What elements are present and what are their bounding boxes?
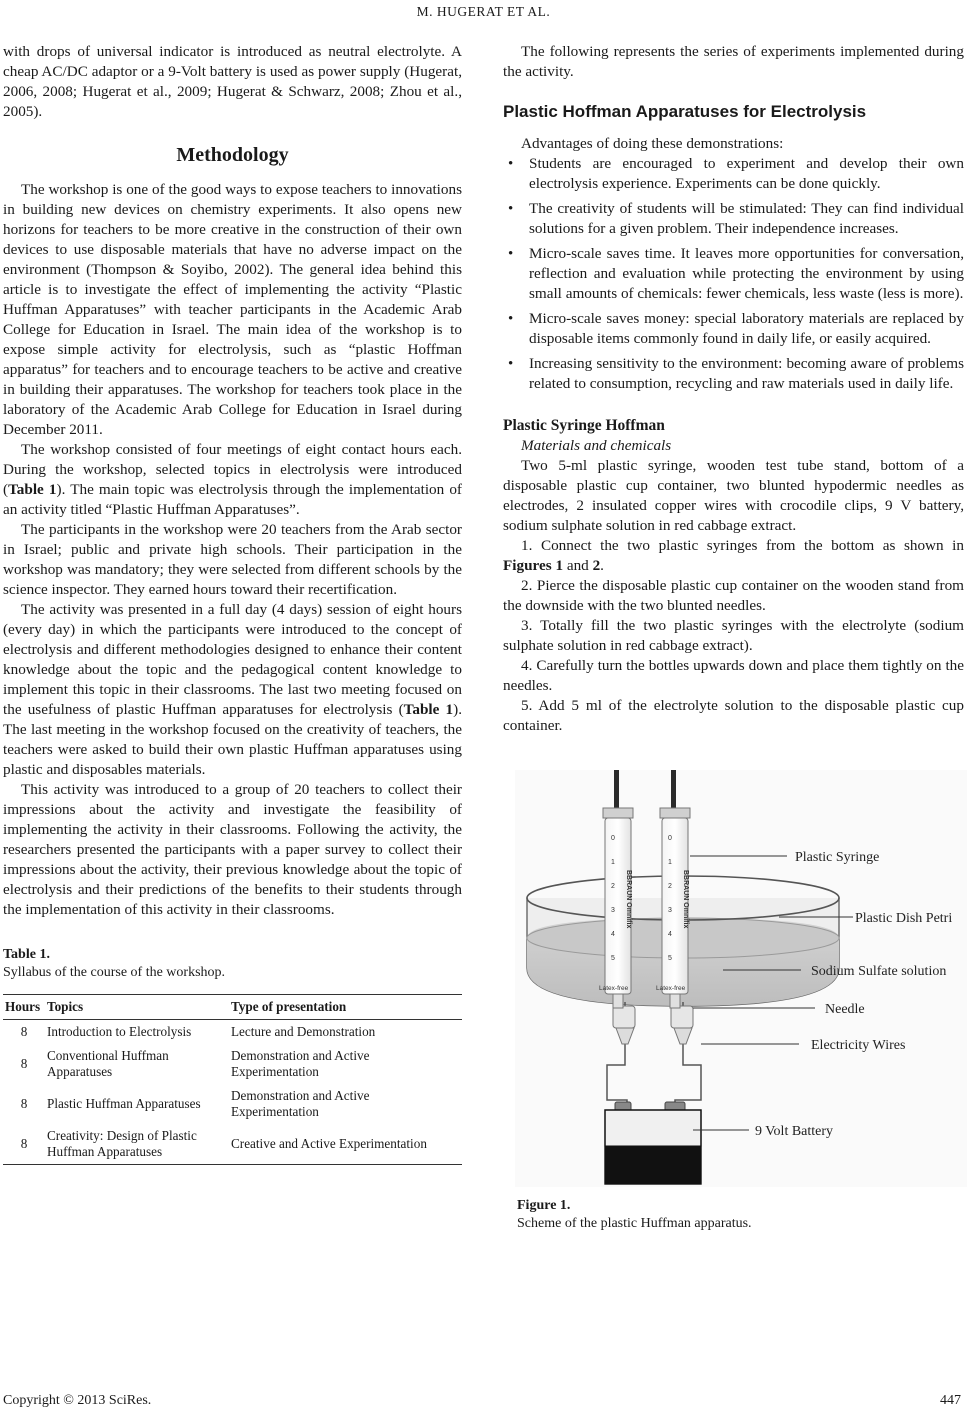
- right-column: [503, 42, 964, 1233]
- left-column: [3, 42, 462, 1165]
- scale-number: 4: [611, 931, 615, 938]
- advantages-intro: Advantages of doing these demonstrations:: [521, 135, 784, 152]
- list-item: • Micro-scale saves money: special laboratory materials are replaced by disposable items commonly found in daily life, or easily acquired.: [503, 309, 964, 349]
- figure-caption-text: Scheme of the plastic Huffman apparatus.: [517, 1216, 752, 1231]
- label-plastic-syringe: Plastic Syringe: [795, 850, 880, 865]
- table-header-row: [3, 995, 462, 1020]
- table-cell: Creative and Active Experimentation: [229, 1124, 462, 1165]
- table-label: Table 1.: [3, 947, 50, 962]
- methodology-paragraph-4: The activity was presented in a full day (4 days) session of eight hours (every day) in which the participants were introduced to the concept of electrolysis and different methodologies designed to enhance their content knowledge about the topic and the pedagogical content knowledge to implement this topic in their classrooms. The last two meeting focused on the usefulness of plastic Huffman apparatuses for electrolysis (Table 1). The last meeting in the workshop focused on the creativity of teachers, the teachers were asked to build their own plastic Huffman apparatuses using plastic and disposables materials.: [3, 601, 462, 778]
- step-4: 4. Carefully turn the bottles upwards down and place them tightly on the needles.: [503, 657, 964, 694]
- copyright-footer: Copyright © 2013 SciRes.: [3, 1393, 152, 1408]
- experiments-intro: The following represents the series of experiments implemented during the activity.: [503, 43, 964, 80]
- table-reference[interactable]: Table 1: [403, 701, 454, 718]
- intro-paragraph: with drops of universal indicator is introduced as neutral electrolyte. A cheap AC/DC adaptor or a 9-Volt battery is used as power supply (Hugerat, 2006, 2008; Hugerat et al., 2009; Hugerat & Schwarz, 2008; Zhou et al., 2005).: [3, 43, 462, 120]
- table-header-hours: Hours: [3, 995, 45, 1020]
- table-caption-text: Syllabus of the course of the workshop.: [3, 965, 226, 980]
- label-battery: 9 Volt Battery: [755, 1124, 834, 1139]
- table-cell: 8: [20, 1024, 28, 1039]
- page-number: 447: [940, 1393, 961, 1408]
- scale-number: 2: [611, 883, 615, 890]
- table-row: [3, 1124, 462, 1165]
- table-header-type: Type of presentation: [229, 995, 462, 1020]
- syringe-hoffman-heading: Plastic Syringe Hoffman: [503, 417, 665, 434]
- table-row: [3, 1044, 462, 1084]
- scale-number: 4: [668, 931, 672, 938]
- scale-number: 5: [668, 955, 672, 962]
- figure-reference[interactable]: 2: [592, 557, 601, 574]
- needle-connectors: [613, 1006, 693, 1044]
- syllabus-table: [3, 994, 462, 1165]
- scale-number: 0: [611, 835, 615, 842]
- apparatus-diagram: [515, 770, 967, 1187]
- label-petri-dish: Plastic Dish Petri: [855, 911, 953, 926]
- label-needle: Needle: [825, 1002, 865, 1017]
- step-1: 1. Connect the two plastic syringes from the bottom as shown in Figures 1 and 2.: [503, 537, 964, 574]
- methodology-heading: Methodology: [176, 144, 289, 166]
- scale-number: 3: [668, 907, 672, 914]
- step-3: 3. Totally fill the two plastic syringes with the electrolyte (sodium sulphate solution in red cabbage extract).: [503, 617, 964, 654]
- scale-number: 2: [668, 883, 672, 890]
- latex-free-label: Latex-free: [599, 985, 629, 992]
- hoffman-section-heading: Plastic Hoffman Apparatuses for Electrolysis: [503, 102, 867, 121]
- label-sodium-sulfate: Sodium Sulfate solution: [811, 964, 947, 979]
- table-cell: Lecture and Demonstration: [231, 1024, 376, 1039]
- syringe-brand: BBRAUN Omnifix: [625, 870, 632, 929]
- figure-1: [515, 770, 967, 1187]
- table-cell: Introduction to Electrolysis: [47, 1024, 192, 1039]
- scale-number: 1: [668, 859, 672, 866]
- table-cell: Demonstration and Active Experimentation: [231, 1088, 370, 1119]
- table-cell: 8: [20, 1056, 28, 1071]
- list-item: • Micro-scale saves time. It leaves more opportunities for conversation, reflection and evaluation while protecting the environment by using small amounts of chemicals: fewer chemicals, less waste (less is more).: [503, 244, 964, 304]
- figure-reference[interactable]: Figures 1: [503, 557, 564, 574]
- table-row: [3, 1020, 462, 1045]
- table-cell: Conventional Huffman Apparatuses: [47, 1048, 169, 1079]
- list-item: • The creativity of students will be stimulated: They can find individual solutions for a given problem. Their independence increases.: [503, 199, 964, 239]
- figure-caption: [517, 1197, 964, 1233]
- table-cell: 8: [3, 1124, 45, 1165]
- scale-number: 5: [611, 955, 615, 962]
- table-caption: [3, 946, 462, 982]
- step-5: 5. Add 5 ml of the electrolyte solution to the disposable plastic cup container.: [503, 697, 964, 734]
- table-cell: Plastic Huffman Apparatuses: [47, 1096, 201, 1111]
- methodology-paragraph-3: The participants in the workshop were 20 teachers from the Arab sector in Israel; public and private high schools. Their participation in the workshop was mandatory; they were selected from different schools by the science inspector. They earned hours toward their recertification.: [3, 521, 462, 598]
- latex-free-label: Latex-free: [656, 985, 686, 992]
- figure-label: Figure 1.: [517, 1198, 571, 1213]
- materials-paragraph: Two 5-ml plastic syringe, wooden test tube stand, bottom of a disposable plastic cup container, two blunted hypodermic needles as electrodes, 2 insulated copper wires with crocodile clips, 9 V battery, sodium sulphate solution in red cabbage extract.: [503, 457, 964, 534]
- materials-heading: Materials and chemicals: [521, 437, 672, 454]
- table-reference[interactable]: Table 1: [8, 481, 57, 498]
- advantages-list: [503, 154, 964, 394]
- list-item: • Increasing sensitivity to the environment: becoming aware of problems related to consumption, recycling and raw materials used in daily life.: [503, 354, 964, 394]
- step-2: 2. Pierce the disposable plastic cup container on the wooden stand from the downside with the two blunted needles.: [503, 577, 964, 614]
- methodology-paragraph-1: The workshop is one of the good ways to expose teachers to innovations in building new devices on chemistry experiments. It also opens new horizons for teachers to be more creative in the construction of their own devices to use disposable materials that have no adverse impact on the environment (Thompson & Soyibo, 2002). The general idea behind this article is to investigate the effect of implementing the activity “Plastic Huffman Apparatuses” with teacher participants in the Academic Arab College for Education in Israel. The main idea of the workshop is to expose simple activity for electrolysis, such as “plastic Hoffman apparatus” for teachers and to encourage teachers to be active and creative in building their apparatuses. The workshop for teachers took place in the laboratory of the Academic Arab College for Education in Israel during December 2011.: [3, 181, 462, 438]
- table-header-topics: Topics: [45, 995, 229, 1020]
- running-header: M. HUGERAT ET AL.: [416, 4, 551, 19]
- methodology-paragraph-2: The workshop consisted of four meetings of eight contact hours each. During the workshop, selected topics in electrolysis were introduced (Table 1). The main topic was electrolysis through the implementation of an activity titled “Plastic Huffman Apparatuses”.: [3, 441, 462, 518]
- scale-number: 3: [611, 907, 615, 914]
- methodology-paragraph-5: This activity was introduced to a group of 20 teachers to collect their impressions about the activity and investigate the feasibility of implementing the activity in their classrooms. Following the activity, the researchers presented the participants with a paper survey to collect their impressions about the activity, their previous knowledge about the topic of electrolysis and their predictions of the benefits to their students through the implementation of this activity in their classrooms.: [3, 781, 462, 918]
- scale-number: 0: [668, 835, 672, 842]
- battery-9v: [605, 1102, 701, 1184]
- label-electricity-wires: Electricity Wires: [811, 1038, 906, 1053]
- table-cell: Demonstration and Active Experimentation: [231, 1048, 370, 1079]
- scale-number: 1: [611, 859, 615, 866]
- table-cell: 8: [20, 1096, 28, 1111]
- syringe-brand: BBRAUN Omnifix: [682, 870, 689, 929]
- list-item: • Students are encouraged to experiment and develop their own electrolysis experience. Experiments can be done quickly.: [503, 154, 964, 194]
- table-cell: Creativity: Design of Plastic Huffman Apparatuses: [45, 1124, 229, 1165]
- table-row: [3, 1084, 462, 1124]
